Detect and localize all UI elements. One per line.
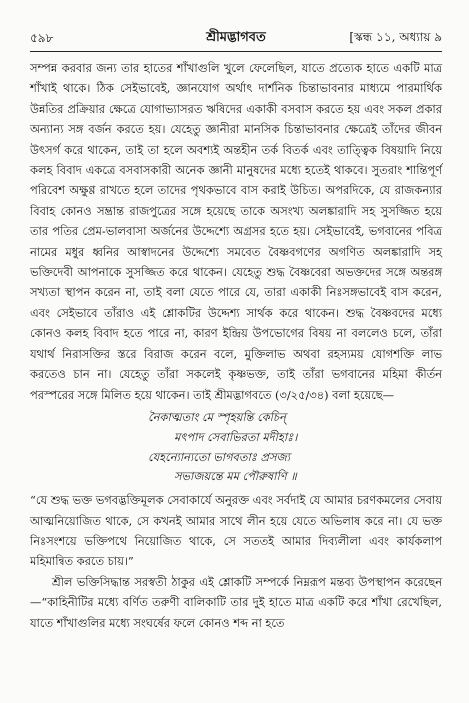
header-divider bbox=[30, 51, 442, 52]
verse-translation: “যে শুদ্ধ ভক্ত ভগবদ্ভক্তিমূলক সেবাকার্যে অনুরক্ত এবং সর্বদাই যে আমার চরণকমলের সেবায় আত্মনিয়োজিত থাকে, সে কখনই আমার সাথে লীন হয়ে যেতে অভিলাষ করে না। যে ভক্ত নিঃসংশয়ে ভক্তিপথে নিয়োজিত থাকে, সে সততই আমার দিব্যলীলা এবং কার্যকলাপ মহিমান্বিত করতে চায়।” bbox=[30, 493, 442, 569]
page-number: ৫৯৮ bbox=[30, 31, 54, 45]
purport-paragraph: সম্পন্ন করবার জন্য তার হাতের শাঁখাগুলি খুলে ফেলেছিল, যাতে প্রত্যেক হাতে একটি মাত্র শাঁখাই থাকে। ঠিক সেইভাবেই, জ্ঞানযোগ অর্থাৎ দার্শনিক চিন্তাভাবনার মাধ্যমে পারমার্থিক উন্নতির প্রক্রিয়ার ক্ষেত্রে যোগাভ্যাসরত ঋষিদের একাকী বসবাস করতে হয় এবং সকল প্রকার অন্যান্য সঙ্গ বর্জন করতে হয়। যেহেতু জ্ঞানীরা মানসিক চিন্তাভাবনার ক্ষেত্রেই তাঁদের জীবন উৎসর্গ করে থাকেন, তাই তা হলে অবশ্যই অন্তহীন তর্ক বিতর্ক এবং তাত্ত্বিক বিষয়াদি নিয়ে কলহ বিবাদ একত্রে বসবাসকারী অনেক জ্ঞানী মানুষদের মধ্যে হতেই থাকবে। সুতরাং শান্তিপূর্ণ পরিবেশ অক্ষুণ্ণ রাখতে হলে তাদের পৃথকভাবে বাস করাই উচিত। অপরদিকে, যে রাজকন্যার বিবাহ কোনও সম্ভ্রান্ত রাজপুত্রের সঙ্গে হয়েছে তাকে অসংখ্য অলঙ্কারাদি সহ সুসজ্জিত হয়ে তার পতির প্রেম-ভালবাসা অর্জনের উদ্দেশ্যে অগ্রসর হতে হয়। সেইভাবেই, ভগবানের পবিত্র নামের মধুর ধ্বনির আস্বাদনের উদ্দেশ্যে সমবেত বৈষ্ণবগণের অগণিত অলঙ্কারাদি সহ ভক্তিদেবী আপনাকে সুসজ্জিত করে থাকেন। যেহেতু শুদ্ধ বৈষ্ণবেরা অভক্তদের সঙ্গে অন্তরঙ্গ সখ্যতা স্থাপন করেন না, তাই বলা যেতে পারে যে, তারা একাকী নিঃসঙ্গভাবেই বাস করেন, এবং সেইভাবে তাঁরাও এই শ্লোকটির উদ্দেশ্য সার্থক করে থাকেন। শুদ্ধ বৈষ্ণবদের মধ্যে কোনও কলহ বিবাদ হতে পারে না, কারণ ইন্দ্রিয় উপভোগের বিষয় না বললেও চলে, তাঁরা যথার্থ নিরাসক্তির স্তরে বিরাজ করেন বলে, মুক্তিলাভ অথবা রহস্যময় যোগশক্তি লাভ করতেও চান না। যেহেতু তাঁরা সকলেই কৃষ্ণভক্ত, তাই তাঁরা ভগবানের মহিমা কীর্তন পরস্পরের সঙ্গে মিলিত হয়ে থাকেন। তাই শ্রীমদ্ভাগবতে (৩/২৫/৩৪) বলা হয়েছে— bbox=[30, 61, 442, 402]
verse-line: মৎপাদ সেবাভিরতা মদীহাঃ। bbox=[174, 429, 298, 444]
page-body bbox=[30, 58, 442, 633]
chapter-reference: [স্কন্ধ ১১, অধ্যায় ৯ bbox=[349, 30, 442, 44]
sanskrit-verse bbox=[148, 408, 442, 487]
verse-line: সভাজয়ন্তে মম পৌরুষাণি ॥ bbox=[174, 469, 297, 484]
page-header bbox=[30, 28, 442, 48]
commentary-paragraph: শ্রীল ভক্তিসিদ্ধান্ত সরস্বতী ঠাকুর এই শ্লোকটি সম্পর্কে নিম্নরূপ মন্তব্য উপস্থাপন করেছেন—“কাহিনীটির মধ্যে বর্ণিত তরুণী বালিকাটি তার দুই হাতে মাত্র একটি করে শাঁখা রেখেছিল, যাতে শাঁখাগুলির মধ্যে সংঘর্ষের ফলে কোনও শব্দ না হতে bbox=[30, 574, 442, 630]
verse-line: নৈকাত্মতাং মে স্পৃহয়ন্তি কেচিন্ bbox=[148, 409, 286, 424]
book-title: শ্রীমদ্ভাগবত bbox=[206, 30, 266, 45]
verse-line: যেহন্যোন্যতো ভাগবতাঃ প্রসজ্য bbox=[148, 449, 290, 464]
